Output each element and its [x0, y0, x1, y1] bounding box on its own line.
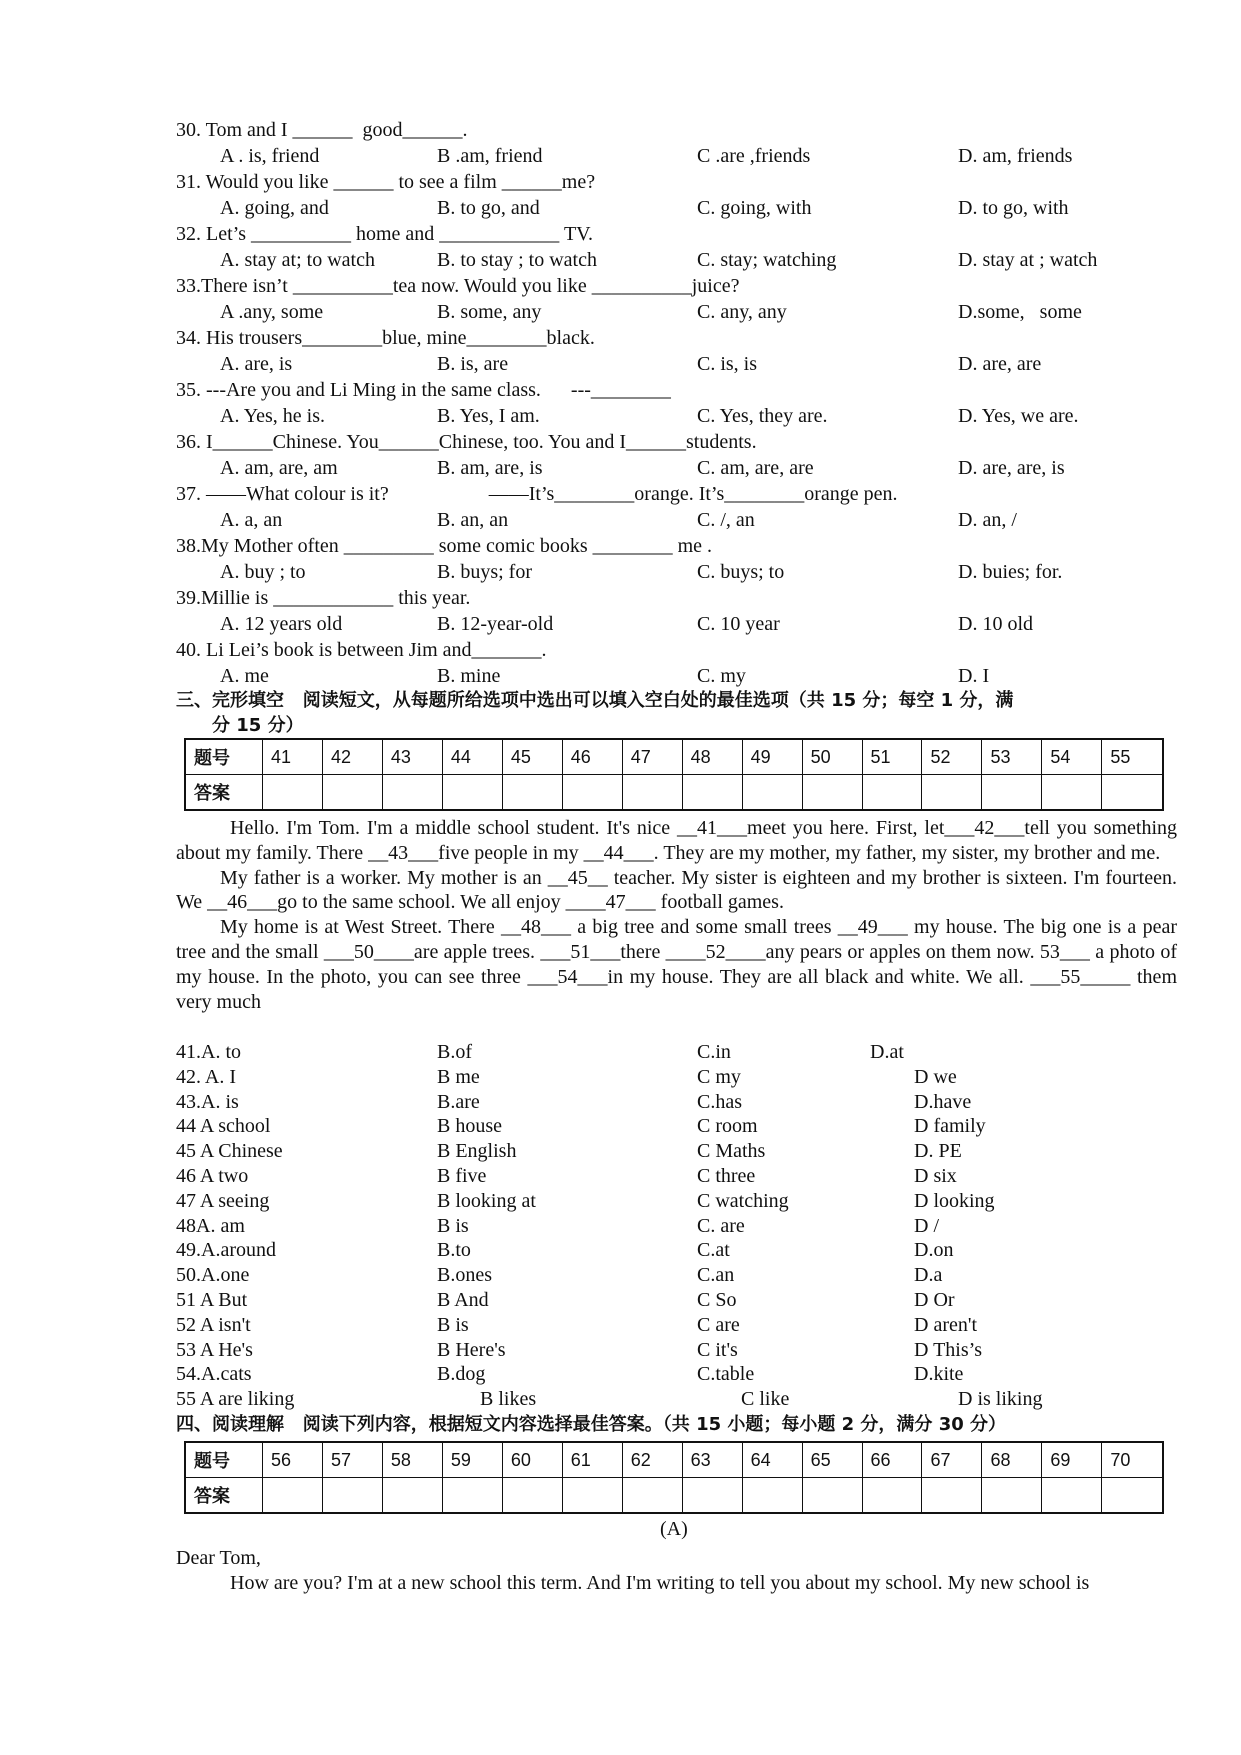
question-number-cell: 46: [562, 739, 622, 775]
cloze-option: C it's: [697, 1338, 738, 1361]
answer-cell[interactable]: [682, 775, 742, 811]
answer-option: D. to go, with: [958, 197, 1069, 219]
cloze-option: C like: [741, 1388, 790, 1411]
answer-option: D. are, are, is: [958, 457, 1065, 479]
answer-cell[interactable]: [982, 1478, 1042, 1514]
question-number-cell: 42: [322, 739, 382, 775]
answer-cell[interactable]: [742, 775, 802, 811]
cloze-option: D looking: [914, 1189, 995, 1212]
answer-option: A. am, are, am: [220, 457, 338, 479]
cloze-option: B English: [437, 1140, 517, 1163]
question-number-cell: 56: [263, 1442, 323, 1478]
cloze-option: C watching: [697, 1189, 789, 1212]
answer-cell[interactable]: [382, 1478, 442, 1514]
cloze-option: 43.A. is: [176, 1090, 239, 1113]
answer-option: B. mine: [437, 665, 501, 687]
cloze-passage: [176, 816, 1177, 1014]
answer-cell[interactable]: [622, 775, 682, 811]
answer-cell[interactable]: [1102, 775, 1163, 811]
passage-paragraph: My home is at West Street. There __48___ a big tree and some small trees __49___ my house. The big one is a pear tree and the small ___50____are apple trees. ___51___there ____52____any pears or apples on them now. 53___ a photo of my house. In the photo, you can see three ___54___in my house. They are all black and white. We all. ___55_____ them very much: [176, 916, 1177, 1013]
question-number-cell: 41: [263, 739, 323, 775]
cloze-option: 48A. am: [176, 1214, 245, 1237]
cloze-option: B.ones: [437, 1264, 492, 1287]
answer-cell[interactable]: [322, 775, 382, 811]
question-number-cell: 47: [622, 739, 682, 775]
answer-option: D. I: [958, 665, 990, 687]
answer-cell[interactable]: [802, 775, 862, 811]
cloze-option: 55 A are liking: [176, 1388, 295, 1411]
question-stem: 32. Let’s __________ home and ____________ TV.: [176, 223, 594, 245]
answer-option: C. going, with: [697, 197, 812, 219]
answer-option: C. am, are, are: [697, 457, 814, 479]
question-number-cell: 44: [442, 739, 502, 775]
cloze-option: 50.A.one: [176, 1264, 250, 1287]
question-stem: 38.My Mother often _________ some comic books ________ me .: [176, 535, 713, 557]
cloze-option: D.have: [914, 1090, 972, 1113]
letter-first-line: How are you? I'm at a new school this term. And I'm writing to tell you about my school. My new school is: [230, 1572, 1090, 1594]
answer-option: D. stay at ; watch: [958, 249, 1098, 271]
question-stem: 31. Would you like ______ to see a film ______me?: [176, 171, 596, 193]
cloze-option: D /: [914, 1214, 939, 1237]
answer-cell[interactable]: [382, 775, 442, 811]
cloze-option: B is: [437, 1214, 469, 1237]
question-stem: 34. His trousers________blue, mine________black.: [176, 327, 595, 349]
answer-cell[interactable]: [862, 1478, 922, 1514]
answer-option: D. buies; for.: [958, 561, 1063, 583]
cloze-option: D.on: [914, 1239, 954, 1262]
cloze-option: D.at: [870, 1041, 904, 1063]
answer-table-cloze: [184, 738, 1164, 811]
cloze-option: C. are: [697, 1214, 745, 1237]
answer-cell[interactable]: [922, 775, 982, 811]
answer-option: C. /, an: [697, 509, 755, 531]
passage-label: (A): [660, 1518, 688, 1540]
answer-cell[interactable]: [562, 775, 622, 811]
passage-paragraph: Hello. I'm Tom. I'm a middle school student. It's nice __41___meet you here. First, let___42___tell you something about my family. There __43___five people in my __44___. They are my mother, my father, my sister, my brother and me.: [176, 817, 1177, 864]
question-number-cell: 59: [442, 1442, 502, 1478]
question-stem: 37. ——What colour is it? ——It’s________orange. It’s________orange pen.: [176, 483, 898, 505]
cloze-option: C.table: [697, 1363, 755, 1386]
cloze-option: D. PE: [914, 1140, 962, 1163]
answer-cell[interactable]: [263, 1478, 323, 1514]
question-stem: 40. Li Lei’s book is between Jim and_______.: [176, 639, 547, 661]
answer-cell[interactable]: [682, 1478, 742, 1514]
passage-paragraph: My father is a worker. My mother is an __45__ teacher. My sister is eighteen and my brother is sixteen. I'm fourteen. We __46___go to the same school. We all enjoy ____47___ football games.: [176, 866, 1177, 914]
question-stem: 33.There isn’t __________tea now. Would you like __________juice?: [176, 275, 740, 297]
answer-option: D. are, are: [958, 353, 1042, 375]
cloze-option: D aren't: [914, 1313, 978, 1336]
answer-cell[interactable]: [1042, 1478, 1102, 1514]
cloze-option: D we: [914, 1065, 957, 1088]
answer-option: A. stay at; to watch: [220, 249, 375, 271]
section3-heading: 三、完形填空 阅读短文，从每题所给选项中选出可以填入空白处的最佳选项（共 15 分；每空 1 分，满: [176, 690, 1014, 711]
question-number-cell: 52: [922, 739, 982, 775]
cloze-option: 51 A But: [176, 1289, 248, 1311]
answer-option: A. me: [220, 665, 269, 687]
cloze-option: C.at: [697, 1239, 730, 1262]
cloze-option: B looking at: [437, 1189, 536, 1212]
answer-cell[interactable]: [622, 1478, 682, 1514]
answer-option: A. buy ; to: [220, 561, 306, 583]
cloze-option: C.an: [697, 1264, 735, 1287]
cloze-option: B five: [437, 1165, 487, 1187]
table-label-answer: 答案: [185, 775, 263, 811]
answer-option: A. are, is: [220, 353, 293, 375]
answer-cell[interactable]: [1102, 1478, 1163, 1514]
answer-cell[interactable]: [742, 1478, 802, 1514]
answer-option: B. is, are: [437, 353, 509, 375]
answer-table-reading: [184, 1441, 1164, 1514]
answer-option: B. am, are, is: [437, 457, 543, 479]
answer-cell[interactable]: [442, 775, 502, 811]
question-number-cell: 53: [982, 739, 1042, 775]
table-label-answer: 答案: [185, 1478, 263, 1514]
question-number-cell: 68: [982, 1442, 1042, 1478]
cloze-option: C So: [697, 1289, 737, 1311]
answer-cell[interactable]: [862, 775, 922, 811]
cloze-option: D This’s: [914, 1338, 982, 1361]
answer-option: D. am, friends: [958, 145, 1073, 167]
cloze-option: 44 A school: [176, 1115, 271, 1138]
cloze-option: 52 A isn't: [176, 1313, 251, 1336]
answer-option: A. 12 years old: [220, 613, 343, 635]
question-number-cell: 63: [682, 1442, 742, 1478]
question-number-cell: 49: [742, 739, 802, 775]
cloze-option: B house: [437, 1115, 502, 1138]
cloze-option: C room: [697, 1115, 758, 1138]
table-label-number: 题号: [185, 739, 263, 775]
question-number-cell: 65: [802, 1442, 862, 1478]
answer-cell[interactable]: [922, 1478, 982, 1514]
cloze-option: D.a: [914, 1264, 943, 1287]
question-number-cell: 57: [322, 1442, 382, 1478]
cloze-option: D family: [914, 1115, 986, 1138]
question-stem: 30. Tom and I ______ good______.: [176, 119, 468, 141]
answer-option: A. going, and: [220, 197, 329, 219]
answer-option: C. 10 year: [697, 613, 780, 635]
answer-option: C. is, is: [697, 353, 758, 375]
cloze-option: B And: [437, 1289, 489, 1311]
answer-cell[interactable]: [502, 775, 562, 811]
question-number-cell: 54: [1042, 739, 1102, 775]
cloze-option: 54.A.cats: [176, 1363, 252, 1386]
cloze-option: 53 A He's: [176, 1338, 253, 1361]
answer-option: C. stay; watching: [697, 249, 837, 271]
answer-option: B .am, friend: [437, 145, 543, 167]
question-number-cell: 55: [1102, 739, 1163, 775]
question-number-cell: 62: [622, 1442, 682, 1478]
cloze-option: 41.A. to: [176, 1041, 241, 1063]
cloze-option: 49.A.around: [176, 1239, 276, 1262]
cloze-option: B.to: [437, 1239, 471, 1262]
cloze-option: D six: [914, 1165, 957, 1187]
section4-heading: 四、阅读理解 阅读下列内容，根据短文内容选择最佳答案。（共 15 小题；每小题 2 分，满分 30 分）: [176, 1414, 1007, 1435]
question-number-cell: 48: [682, 739, 742, 775]
cloze-option: D.kite: [914, 1363, 964, 1386]
cloze-option: C my: [697, 1065, 741, 1088]
answer-option: C. my: [697, 665, 746, 687]
question-number-cell: 64: [742, 1442, 802, 1478]
answer-option: B. an, an: [437, 509, 509, 531]
answer-option: D. Yes, we are.: [958, 405, 1079, 427]
question-number-cell: 51: [862, 739, 922, 775]
cloze-option: D Or: [914, 1289, 955, 1311]
question-stem: 36. I______Chinese. You______Chinese, too. You and I______students.: [176, 431, 757, 453]
cloze-option: C.has: [697, 1090, 742, 1113]
answer-option: D. an, /: [958, 509, 1017, 531]
cloze-option: 45 A Chinese: [176, 1140, 283, 1163]
question-stem: 39.Millie is ____________ this year.: [176, 587, 471, 609]
answer-cell[interactable]: [982, 775, 1042, 811]
answer-option: A .any, some: [220, 301, 324, 323]
question-number-cell: 70: [1102, 1442, 1163, 1478]
answer-option: B. to stay ; to watch: [437, 249, 597, 271]
cloze-option: C three: [697, 1165, 756, 1187]
answer-option: B. some, any: [437, 301, 542, 323]
answer-option: B. 12-year-old: [437, 613, 554, 635]
cloze-option: C.in: [697, 1041, 731, 1063]
answer-option: C. buys; to: [697, 561, 785, 583]
answer-cell[interactable]: [502, 1478, 562, 1514]
answer-cell[interactable]: [322, 1478, 382, 1514]
cloze-option: B.are: [437, 1090, 480, 1113]
answer-option: C. Yes, they are.: [697, 405, 828, 427]
cloze-option: B likes: [480, 1388, 537, 1411]
answer-option: A. a, an: [220, 509, 283, 531]
question-number-cell: 67: [922, 1442, 982, 1478]
answer-option: B. buys; for: [437, 561, 532, 583]
answer-option: D. 10 old: [958, 613, 1033, 635]
question-number-cell: 58: [382, 1442, 442, 1478]
answer-option: D.some, some: [958, 301, 1082, 323]
cloze-option: C Maths: [697, 1140, 766, 1163]
answer-option: B. Yes, I am.: [437, 405, 540, 427]
question-number-cell: 50: [802, 739, 862, 775]
answer-option: B. to go, and: [437, 197, 540, 219]
answer-cell[interactable]: [1042, 775, 1102, 811]
question-number-cell: 43: [382, 739, 442, 775]
table-label-number: 题号: [185, 1442, 263, 1478]
cloze-option: 47 A seeing: [176, 1189, 270, 1212]
cloze-option: D is liking: [958, 1388, 1043, 1411]
cloze-option: 42. A. I: [176, 1065, 236, 1088]
cloze-option: B Here's: [437, 1338, 506, 1361]
cloze-option: 46 A two: [176, 1165, 249, 1187]
cloze-option: B is: [437, 1313, 469, 1336]
cloze-option: B.of: [437, 1041, 472, 1063]
answer-cell[interactable]: [562, 1478, 622, 1514]
answer-option: C. any, any: [697, 301, 787, 323]
cloze-option: C are: [697, 1313, 740, 1336]
answer-cell[interactable]: [442, 1478, 502, 1514]
answer-option: A. Yes, he is.: [220, 405, 326, 427]
question-number-cell: 60: [502, 1442, 562, 1478]
section3-heading-cont: 分 15 分）: [212, 715, 304, 736]
cloze-option: B me: [437, 1065, 480, 1088]
letter-greeting: Dear Tom,: [176, 1547, 261, 1569]
cloze-option: B.dog: [437, 1363, 486, 1386]
answer-cell[interactable]: [263, 775, 323, 811]
question-number-cell: 66: [862, 1442, 922, 1478]
answer-cell[interactable]: [802, 1478, 862, 1514]
answer-option: C .are ,friends: [697, 145, 811, 167]
question-number-cell: 61: [562, 1442, 622, 1478]
question-stem: 35. ---Are you and Li Ming in the same class. ---________: [176, 379, 671, 401]
answer-option: A . is, friend: [220, 145, 320, 167]
question-number-cell: 69: [1042, 1442, 1102, 1478]
question-number-cell: 45: [502, 739, 562, 775]
